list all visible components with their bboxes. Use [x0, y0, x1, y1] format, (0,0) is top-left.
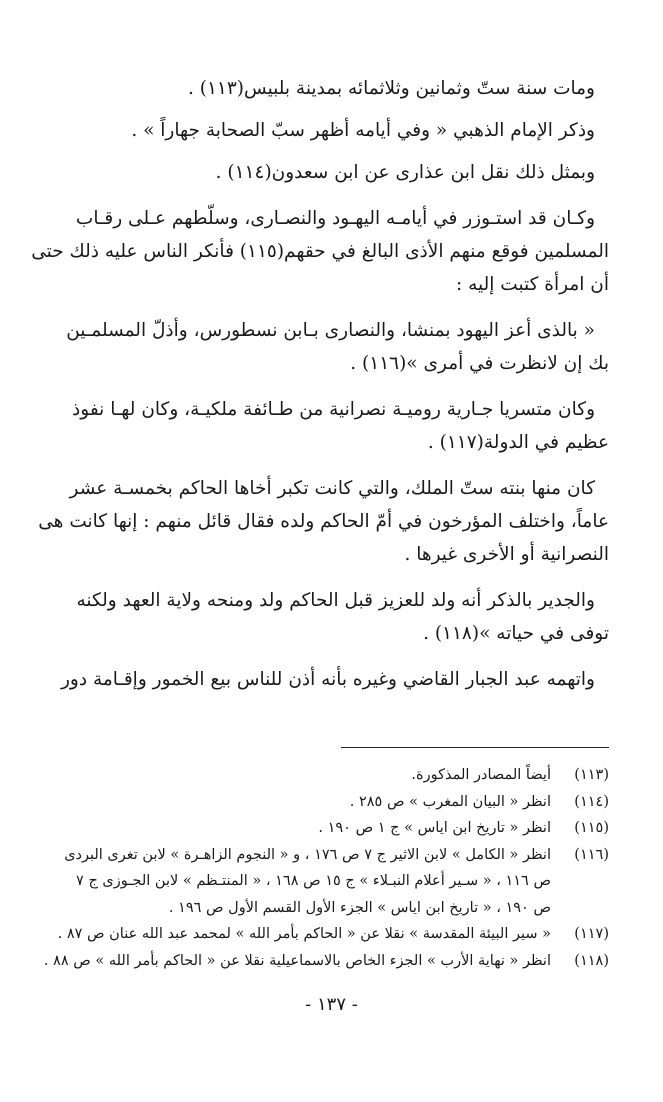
text-line: توفى في حياته »(١١٨) .	[423, 623, 609, 644]
text-line: كان منها بنته ستّ الملك، والتي كانت تكبر أخاها الحاكم بخمسـة عشر	[69, 478, 595, 499]
text-line: والجدير بالذكر أنه ولد للعزيز قبل الحاكم ولد ومنحه ولاية العهد ولكنه	[76, 590, 595, 611]
footnote-text: انظر « نهاية الأرب » الجزء الخاص بالاسماعيلية نقلا عن « الحاكم بأمر الله » ص ٨٨ .	[43, 952, 551, 969]
footnote-text: « سير البيئة المقدسة » نقلا عن « الحاكم بأمر الله » لمحمد عبد الله عنان ص ٨٧ .	[57, 926, 551, 942]
footnote	[20, 948, 609, 975]
footnote-number: (١١٥)	[574, 820, 609, 836]
footnote-number: (١١٦)	[574, 846, 609, 863]
footnote-text: انظر « تاريخ ابن اياس » ج ١ ص ١٩٠ .	[318, 820, 551, 836]
footnote-text: ص ١١٦ ، « سـير أعلام النبـلاء » ج ١٥ ص ١٦٨ ، « المنتـظم » لابن الجـوزى ج ٧	[76, 873, 551, 889]
text-line: ومات سنة ستّ وثمانين وثلاثمائه بمدينة بلبيس(١١٣) .	[188, 78, 595, 99]
footnote-text: أيضاً المصادر المذكورة.	[411, 767, 551, 783]
footnotes	[20, 762, 609, 974]
footnote	[20, 789, 609, 816]
footnote-text: ص ١٩٠ ، « تاريخ ابن اياس » الجزء الأول القسم الأول ص ١٩٦ .	[168, 899, 551, 916]
footnote-number: (١١٧)	[574, 926, 609, 942]
footnote-continuation	[20, 868, 609, 895]
text-line: واتهمه عبد الجبار القاضي وغيره بأنه أذن للناس بيع الخمور وإقـامة دور	[60, 669, 595, 690]
text-line: « بالذى أعز اليهود بمنشا، والنصارى بـابن نسطورس، وأذلّ المسلمـين	[66, 320, 595, 341]
text-line: وكان متسريا جـارية روميـة نصرانية من طـائفة ملكيـة، وكان لهـا نفوذ	[72, 399, 595, 420]
footnote-continuation	[20, 895, 609, 922]
text-line: بك إن لانظرت في أمرى »(١١٦) .	[350, 353, 609, 374]
main-text	[22, 72, 609, 696]
footnote-number: (١١٣)	[574, 767, 609, 783]
footnote-number: (١١٤)	[574, 793, 609, 810]
footnote	[20, 921, 609, 948]
text-line: عاماً، واختلف المؤرخون في أمّ الحاكم ولده فقال قائل منهم : إنها كانت هى	[38, 511, 609, 532]
footnote-text: انظر « البيان المغرب » ص ٢٨٥ .	[349, 793, 551, 810]
footnote	[20, 842, 609, 869]
footnote	[20, 762, 609, 789]
footnote-number: (١١٨)	[574, 952, 609, 969]
footnote-divider	[341, 747, 609, 748]
text-line: المسلمين فوقع منهم الأذى البالغ في حقهم(١١٥) فأنكر الناس عليه ذلك حتى	[31, 241, 609, 262]
text-line: وذكر الإمام الذهبي « وفي أيامه أظهر سبّ الصحابة جهاراً » .	[131, 120, 595, 141]
footnote	[20, 815, 609, 842]
page-number: - ١٣٧ -	[305, 994, 358, 1015]
text-line: النصرانية أو الأخرى غيرها .	[404, 544, 609, 565]
text-line: وكـان قد استـوزر في أيامـه اليهـود والنصـارى، وسلّطهم عـلى رقـاب	[75, 208, 595, 229]
footnote-text: انظر « الكامل » لابن الاثير ج ٧ ص ١٧٦ ، و « النجوم الزاهـرة » لابن تغرى البردى	[64, 846, 551, 863]
text-line: وبمثل ذلك نقل ابن عذارى عن ابن سعدون(١١٤) .	[215, 162, 595, 183]
text-line: عظيم في الدولة(١١٧) .	[427, 432, 609, 453]
text-line: أن امرأة كتبت إليه :	[456, 274, 609, 295]
